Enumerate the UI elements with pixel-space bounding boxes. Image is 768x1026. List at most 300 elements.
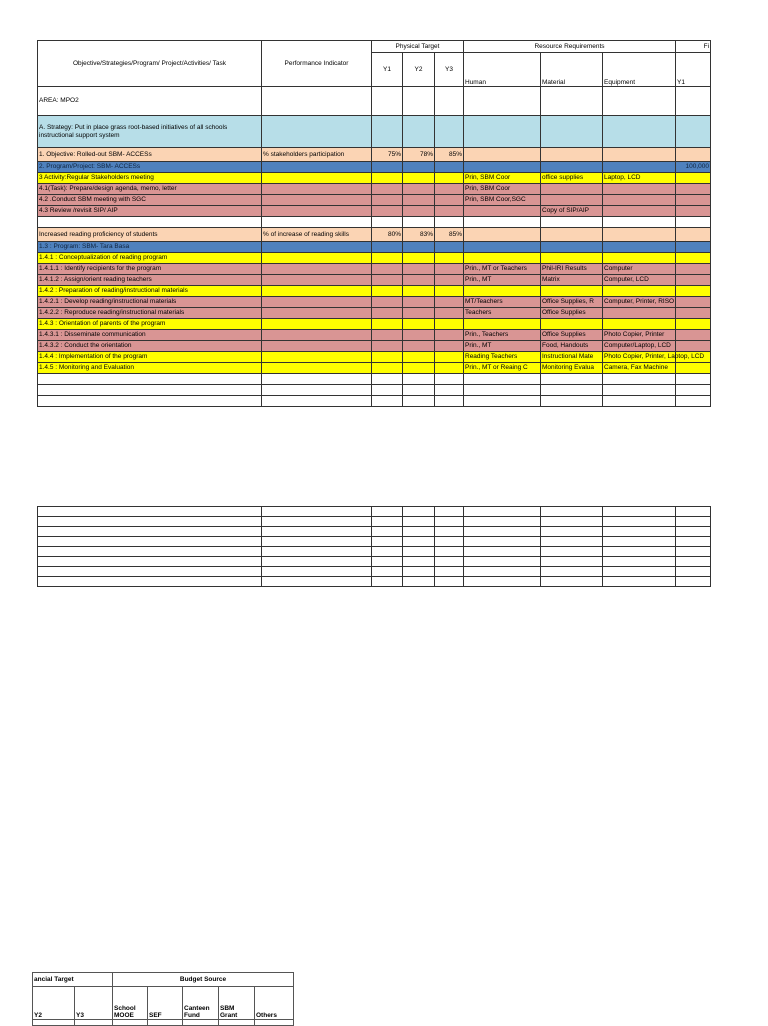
cell-indicator <box>262 253 372 264</box>
cell-y3 <box>435 242 464 253</box>
cell-human: Prin., MT or Teachers <box>464 264 541 275</box>
table-row <box>38 352 711 363</box>
cell-y3: 85% <box>435 228 464 242</box>
cell-y1 <box>372 242 403 253</box>
empty-cell <box>38 577 262 587</box>
table-row <box>38 173 711 184</box>
cell-indicator <box>262 352 372 363</box>
cell-task: 2. Program/Project: SBM- ACCESs <box>38 162 262 173</box>
empty-cell <box>403 577 435 587</box>
empty-cell <box>676 557 711 567</box>
empty-cell <box>603 547 676 557</box>
cell-financial-y1: 100,000 <box>676 162 711 173</box>
cell-y1 <box>372 374 403 385</box>
empty-cell <box>603 537 676 547</box>
cell-y3 <box>435 341 464 352</box>
header-y2: Y2 <box>403 53 435 87</box>
cell-y3 <box>435 217 464 228</box>
empty-cell <box>603 527 676 537</box>
school-mooe-header: School MOOE <box>113 987 148 1020</box>
cell-indicator <box>262 297 372 308</box>
empty-row <box>38 537 711 547</box>
cell-task <box>38 217 262 228</box>
cell-task: 1. Objective: Rolled-out SBM- ACCESs <box>38 148 262 162</box>
cell-y2 <box>403 242 435 253</box>
empty-cell <box>464 547 541 557</box>
empty-cell <box>372 537 403 547</box>
empty-cell <box>435 527 464 537</box>
cell-y3 <box>435 308 464 319</box>
empty-cell <box>403 537 435 547</box>
cell-y3 <box>435 286 464 297</box>
cell-financial-y1 <box>676 286 711 297</box>
cell-equipment: Computer/Laptop, LCD <box>603 341 676 352</box>
cell-y1 <box>372 308 403 319</box>
cell-task: 1.4.4 : Implementation of the program <box>38 352 262 363</box>
empty-cell <box>541 557 603 567</box>
cell-y2: 83% <box>403 228 435 242</box>
cell-task: 1.4.2 : Preparation of reading/instructional materials <box>38 286 262 297</box>
empty-cell <box>541 547 603 557</box>
cell-task: 1.4.2.2 : Reproduce reading/instructional materials <box>38 308 262 319</box>
cell-equipment <box>603 396 676 407</box>
header-fin-y1: Y1 <box>676 53 711 87</box>
cell-financial-y1 <box>676 173 711 184</box>
cell-human <box>464 148 541 162</box>
header-y1: Y1 <box>372 53 403 87</box>
cell-y1 <box>372 184 403 195</box>
cell-financial-y1 <box>676 385 711 396</box>
empty-cell <box>541 567 603 577</box>
empty-cell <box>435 547 464 557</box>
cell-indicator <box>262 330 372 341</box>
cell-indicator <box>262 275 372 286</box>
cell-y2 <box>403 162 435 173</box>
header-human: Human <box>464 53 541 87</box>
cell-financial-y1 <box>676 253 711 264</box>
table-row <box>38 264 711 275</box>
cell-task <box>38 396 262 407</box>
cell-indicator <box>262 286 372 297</box>
cell-material <box>541 228 603 242</box>
cell-indicator <box>262 341 372 352</box>
cell-material: Office Supplies, R <box>541 297 603 308</box>
cell-equipment: Camera, Fax Machine <box>603 363 676 374</box>
cell-y2 <box>403 264 435 275</box>
cell-human <box>464 253 541 264</box>
cell-material: Office Supplies <box>541 330 603 341</box>
empty-cell <box>676 547 711 557</box>
empty-cell <box>262 567 372 577</box>
header-y3: Y3 <box>435 53 464 87</box>
cell-human <box>464 242 541 253</box>
empty-cell <box>403 547 435 557</box>
empty-row <box>38 547 711 557</box>
cell-material <box>541 242 603 253</box>
cell-indicator <box>262 242 372 253</box>
cell-y2 <box>403 330 435 341</box>
cell-material <box>541 195 603 206</box>
cell-financial-y1 <box>676 396 711 407</box>
empty-cell <box>676 527 711 537</box>
cell-y3 <box>435 352 464 363</box>
cell-task <box>38 374 262 385</box>
cell-material: Instructional Mate <box>541 352 603 363</box>
table-row <box>38 275 711 286</box>
cell-financial-y1 <box>676 264 711 275</box>
cell-y1: 80% <box>372 228 403 242</box>
header-equipment: Equipment <box>603 53 676 87</box>
empty-cell <box>464 517 541 527</box>
cell-task: 1.4.2.1 : Develop reading/instructional materials <box>38 297 262 308</box>
table-row <box>38 242 711 253</box>
cell-equipment <box>603 148 676 162</box>
empty-cell <box>38 547 262 557</box>
cell-equipment: Computer, Printer, RISO <box>603 297 676 308</box>
empty-cell <box>38 527 262 537</box>
cell-y1 <box>372 363 403 374</box>
cell-human: Prin., MT <box>464 341 541 352</box>
cell-y2 <box>403 352 435 363</box>
cell-equipment <box>603 184 676 195</box>
cell-financial-y1 <box>676 341 711 352</box>
cell-indicator <box>262 385 372 396</box>
budget-source-table <box>32 972 294 1026</box>
cell-indicator <box>262 363 372 374</box>
empty-cell <box>403 507 435 517</box>
cell-y1 <box>372 162 403 173</box>
cell-indicator: % of increase of reading skills <box>262 228 372 242</box>
empty-cell <box>403 517 435 527</box>
cell-y1 <box>372 275 403 286</box>
others-header: Others <box>255 987 294 1020</box>
table-row <box>38 308 711 319</box>
cell-y2 <box>403 396 435 407</box>
table-row <box>38 253 711 264</box>
table-row <box>38 319 711 330</box>
empty-cell <box>38 507 262 517</box>
empty-cell <box>372 557 403 567</box>
cell-y1: 75% <box>372 148 403 162</box>
cell-y2 <box>403 206 435 217</box>
cell-task: 1.4.3.2 : Conduct the orientation <box>38 341 262 352</box>
cell-financial-y1 <box>676 195 711 206</box>
cell-y2 <box>403 297 435 308</box>
table-row <box>38 396 711 407</box>
table-row <box>38 341 711 352</box>
cell-indicator <box>262 319 372 330</box>
header-material: Material <box>541 53 603 87</box>
empty-cell <box>603 507 676 517</box>
cell-y3 <box>435 297 464 308</box>
cell-material: Monitoring Evalua <box>541 363 603 374</box>
cell-human: Teachers <box>464 308 541 319</box>
cell-equipment: Laptop, LCD <box>603 173 676 184</box>
cell-material: Copy of SIP/AIP <box>541 206 603 217</box>
empty-cell <box>372 507 403 517</box>
empty-cell <box>435 537 464 547</box>
cell-indicator <box>262 162 372 173</box>
area-label: AREA: MPO2 <box>38 87 262 116</box>
cell-equipment <box>603 308 676 319</box>
sef-header: SEF <box>148 987 183 1020</box>
cell-human: Prin., MT <box>464 275 541 286</box>
cell-material: Office Supplies <box>541 308 603 319</box>
header-indicator: Performance Indicator <box>262 41 372 87</box>
cell-y2 <box>403 184 435 195</box>
cell-material <box>541 396 603 407</box>
cell-task: 4.3 Review /revisit SIP/ AIP <box>38 206 262 217</box>
cell-task: 3 Activity:Regular Stakeholders meeting <box>38 173 262 184</box>
empty-cell <box>38 517 262 527</box>
cell-financial-y1 <box>676 242 711 253</box>
empty-cell <box>464 567 541 577</box>
cell-y3 <box>435 396 464 407</box>
cell-material <box>541 374 603 385</box>
empty-cell <box>38 557 262 567</box>
planning-table <box>37 40 711 407</box>
cell-task: 1.3 : Program: SBM- Tara Basa <box>38 242 262 253</box>
empty-cell <box>403 567 435 577</box>
cell-financial-y1 <box>676 308 711 319</box>
empty-cell <box>262 537 372 547</box>
fin-y3-header: Y3 <box>75 987 113 1020</box>
cell-financial-y1 <box>676 206 711 217</box>
cell-y1 <box>372 286 403 297</box>
cell-y3 <box>435 385 464 396</box>
cell-human <box>464 206 541 217</box>
table-row <box>38 184 711 195</box>
cell-human <box>464 162 541 173</box>
cell-financial-y1 <box>676 330 711 341</box>
cell-indicator <box>262 217 372 228</box>
cell-financial-y1 <box>676 374 711 385</box>
cell-y1 <box>372 264 403 275</box>
cell-task: 1.4.3 : Orientation of parents of the program <box>38 319 262 330</box>
empty-cell <box>603 567 676 577</box>
empty-cell <box>262 557 372 567</box>
cell-material: office supplies <box>541 173 603 184</box>
table-row <box>38 195 711 206</box>
cell-task: 1.4.1.2 : Assign/orient reading teachers <box>38 275 262 286</box>
empty-cell <box>262 527 372 537</box>
cell-human <box>464 374 541 385</box>
empty-cell <box>403 527 435 537</box>
cell-indicator <box>262 184 372 195</box>
cell-y2 <box>403 275 435 286</box>
cell-equipment <box>603 217 676 228</box>
cell-y3 <box>435 264 464 275</box>
cell-y3 <box>435 206 464 217</box>
cell-human <box>464 228 541 242</box>
cell-y3 <box>435 275 464 286</box>
empty-cell <box>38 567 262 577</box>
cell-y1 <box>372 195 403 206</box>
cell-human: MT/Teachers <box>464 297 541 308</box>
cell-indicator: % stakeholders participation <box>262 148 372 162</box>
cell-y2 <box>403 217 435 228</box>
financial-target-header: ancial Target <box>33 973 113 987</box>
empty-cell <box>372 577 403 587</box>
cell-y3 <box>435 319 464 330</box>
table-row <box>38 162 711 173</box>
empty-cell <box>676 537 711 547</box>
cell-equipment <box>603 253 676 264</box>
cell-y1 <box>372 385 403 396</box>
strategy-label: A. Strategy: Put in place grass root-based initiatives of all schools instructional support system <box>38 116 262 148</box>
cell-equipment <box>603 195 676 206</box>
table-row <box>38 228 711 242</box>
empty-cell <box>372 517 403 527</box>
empty-row <box>38 567 711 577</box>
cell-financial-y1 <box>676 275 711 286</box>
cell-task: 1.4.1 : Conceptualization of reading program <box>38 253 262 264</box>
cell-task: 1.4.5 : Monitoring and Evaluation <box>38 363 262 374</box>
cell-human <box>464 319 541 330</box>
cell-material: Phil-IRI Results <box>541 264 603 275</box>
cell-material: Matrix <box>541 275 603 286</box>
cell-task: 4.2 .Conduct SBM meeting with SGC <box>38 195 262 206</box>
cell-indicator <box>262 308 372 319</box>
table-row <box>38 148 711 162</box>
header-resource-requirements: Resource Requirements <box>464 41 676 53</box>
empty-cell <box>262 517 372 527</box>
cell-human: Prin., Teachers <box>464 330 541 341</box>
table-row <box>38 297 711 308</box>
empty-row <box>38 517 711 527</box>
cell-human <box>464 385 541 396</box>
cell-y3: 85% <box>435 148 464 162</box>
cell-material <box>541 253 603 264</box>
cell-y1 <box>372 319 403 330</box>
empty-cell <box>464 557 541 567</box>
cell-human <box>464 396 541 407</box>
cell-y1 <box>372 297 403 308</box>
empty-cell <box>435 577 464 587</box>
empty-cell <box>372 567 403 577</box>
empty-row <box>38 577 711 587</box>
fin-y2-header: Y2 <box>33 987 75 1020</box>
cell-human <box>464 286 541 297</box>
cell-y2 <box>403 363 435 374</box>
cell-y1 <box>372 253 403 264</box>
cell-y3 <box>435 363 464 374</box>
cell-y2 <box>403 385 435 396</box>
cell-indicator <box>262 396 372 407</box>
cell-material <box>541 184 603 195</box>
header-physical-target: Physical Target <box>372 41 464 53</box>
empty-cell <box>676 567 711 577</box>
empty-cell <box>262 547 372 557</box>
cell-y2: 78% <box>403 148 435 162</box>
empty-cell <box>435 567 464 577</box>
cell-financial-y1 <box>676 363 711 374</box>
canteen-fund-header: Canteen Fund <box>183 987 219 1020</box>
cell-financial-y1 <box>676 184 711 195</box>
cell-material <box>541 217 603 228</box>
cell-human: Prin., MT or Reaing C <box>464 363 541 374</box>
cell-y2 <box>403 173 435 184</box>
cell-y3 <box>435 374 464 385</box>
table-row <box>38 217 711 228</box>
empty-cell <box>603 557 676 567</box>
cell-y2 <box>403 319 435 330</box>
empty-cell <box>676 507 711 517</box>
cell-y3 <box>435 162 464 173</box>
empty-cell <box>262 507 372 517</box>
cell-material <box>541 385 603 396</box>
cell-human: Prin, SBM Coor,SGC <box>464 195 541 206</box>
cell-y3 <box>435 330 464 341</box>
cell-y2 <box>403 286 435 297</box>
header-financial-target: Fi <box>676 41 711 53</box>
cell-indicator <box>262 206 372 217</box>
cell-equipment <box>603 206 676 217</box>
header-objective: Objective/Strategies/Program/ Project/Activities/ Task <box>38 41 262 87</box>
cell-y3 <box>435 253 464 264</box>
cell-y2 <box>403 374 435 385</box>
cell-y3 <box>435 173 464 184</box>
cell-task: Increased reading proficiency of students <box>38 228 262 242</box>
cell-task: 1.4.3.1 : Disseminate communication <box>38 330 262 341</box>
cell-human: Prin, SBM Coor <box>464 184 541 195</box>
cell-human <box>464 217 541 228</box>
empty-grid-table <box>37 506 711 587</box>
empty-cell <box>541 537 603 547</box>
empty-cell <box>403 557 435 567</box>
table-row <box>38 385 711 396</box>
cell-task: 1.4.1.1 : Identify recipients for the program <box>38 264 262 275</box>
empty-cell <box>464 577 541 587</box>
empty-cell <box>603 517 676 527</box>
cell-human: Reading Teachers <box>464 352 541 363</box>
table-row <box>38 330 711 341</box>
cell-y1 <box>372 396 403 407</box>
empty-cell <box>541 577 603 587</box>
table-row <box>38 374 711 385</box>
cell-financial-y1 <box>676 228 711 242</box>
cell-task: 4.1(Task): Prepare/design agenda, memo, letter <box>38 184 262 195</box>
cell-indicator <box>262 195 372 206</box>
cell-equipment <box>603 319 676 330</box>
cell-indicator <box>262 264 372 275</box>
empty-cell <box>676 517 711 527</box>
empty-cell <box>464 537 541 547</box>
empty-cell <box>372 547 403 557</box>
cell-material <box>541 148 603 162</box>
empty-cell <box>262 577 372 587</box>
empty-row <box>38 507 711 517</box>
cell-task <box>38 385 262 396</box>
empty-cell <box>464 507 541 517</box>
empty-cell <box>541 507 603 517</box>
cell-y1 <box>372 330 403 341</box>
cell-equipment <box>603 228 676 242</box>
empty-cell <box>603 577 676 587</box>
cell-material: Food, Handouts <box>541 341 603 352</box>
empty-row <box>38 557 711 567</box>
cell-y2 <box>403 341 435 352</box>
empty-cell <box>541 527 603 537</box>
cell-financial-y1 <box>676 297 711 308</box>
cell-equipment <box>603 242 676 253</box>
cell-material <box>541 319 603 330</box>
sbm-grant-header: SBM Grant <box>219 987 255 1020</box>
cell-equipment: Computer <box>603 264 676 275</box>
cell-human: Prin, SBM Coor <box>464 173 541 184</box>
cell-y3 <box>435 195 464 206</box>
cell-equipment: Photo Copier, Printer, Laptop, LCD <box>603 352 676 363</box>
